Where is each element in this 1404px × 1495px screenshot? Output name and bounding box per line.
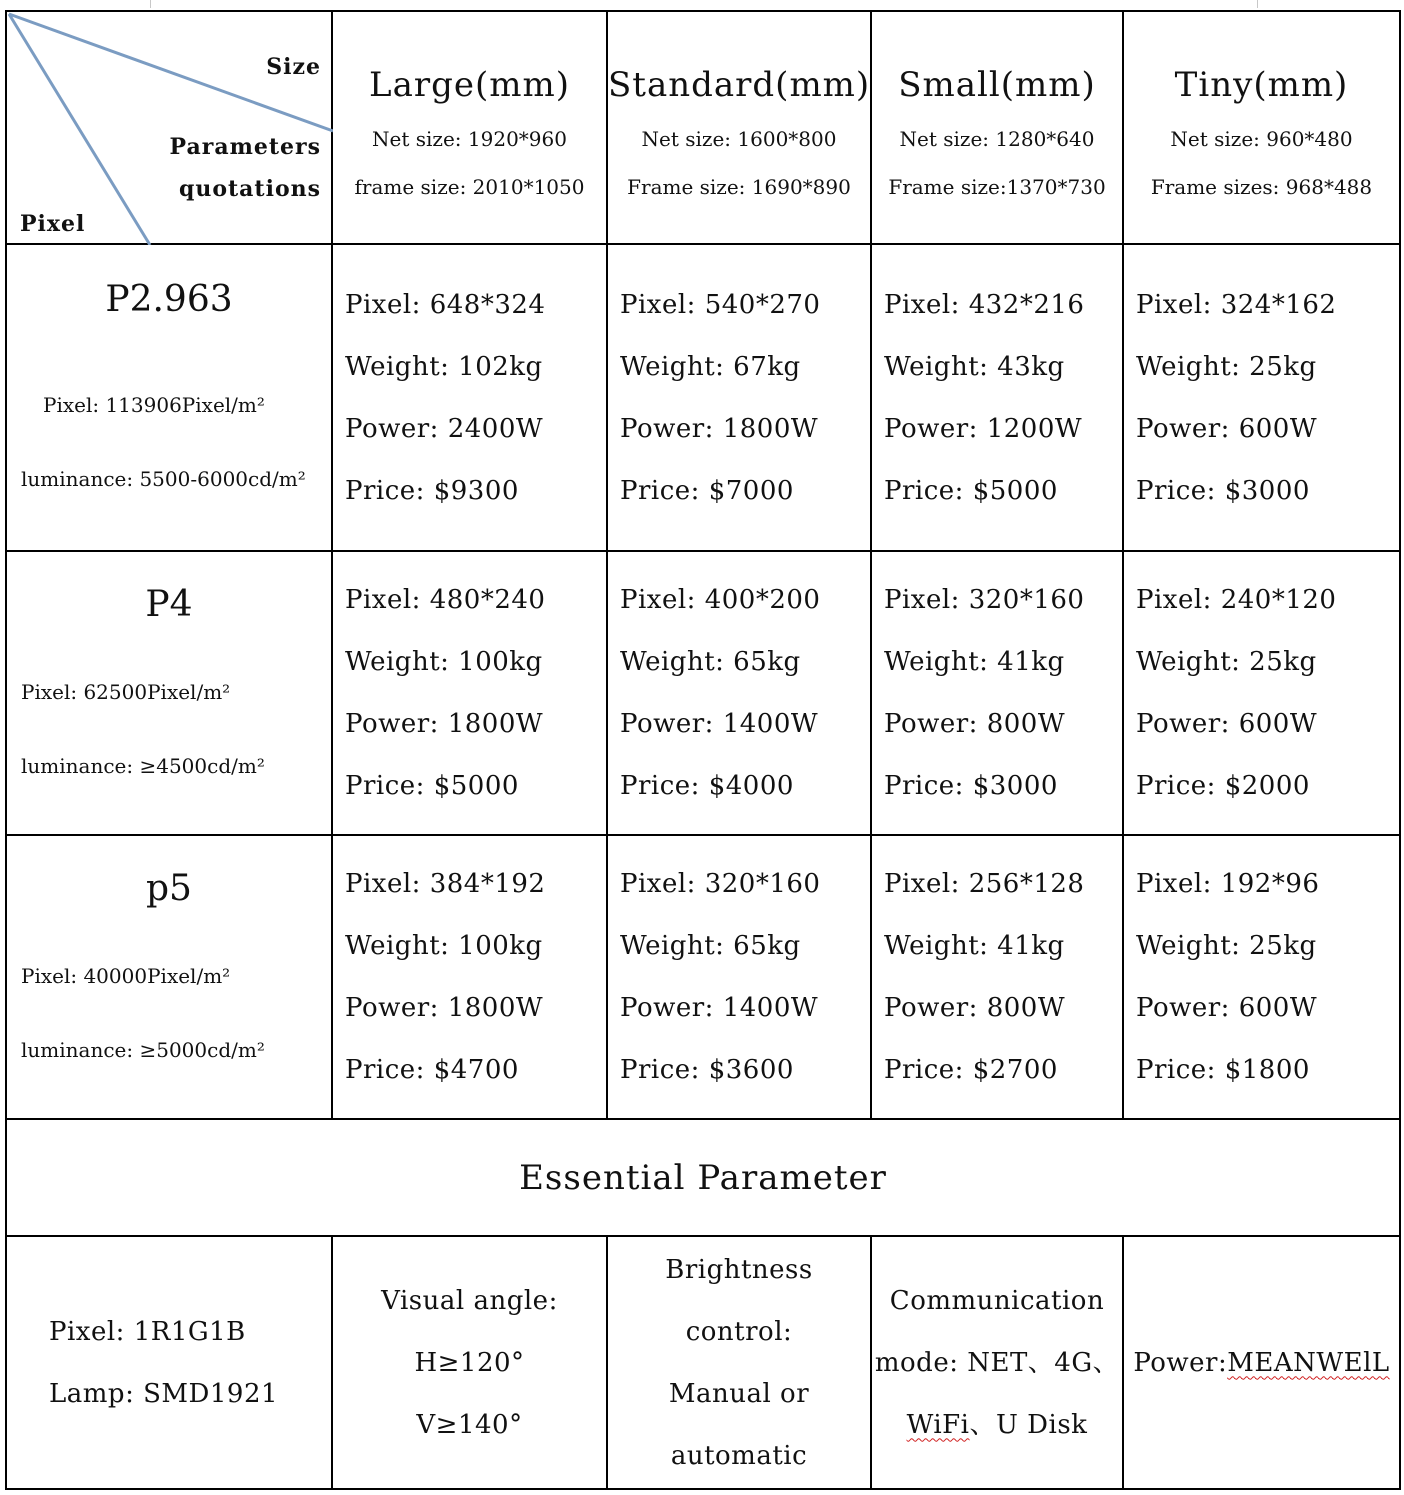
table-row bbox=[6, 244, 1400, 551]
spec-price: Price: $2700 bbox=[884, 1055, 1058, 1085]
spec-power: Power: 1800W bbox=[345, 709, 544, 739]
communication-line-3 bbox=[872, 1394, 1122, 1456]
pitch-name: P2.963 bbox=[105, 279, 233, 320]
spec-weight: Weight: 65kg bbox=[620, 931, 801, 961]
spec-power: Power: 600W bbox=[1136, 993, 1318, 1023]
essential-pixel-cell bbox=[6, 1236, 332, 1489]
spec-price: Price: $2000 bbox=[1136, 771, 1310, 801]
luminance: luminance: ≥4500cd/m² bbox=[21, 753, 265, 778]
brightness-line-1: Brightness bbox=[665, 1254, 813, 1285]
frame-size: Frame size: 1690*890 bbox=[627, 174, 851, 199]
spec-price: Price: $7000 bbox=[620, 475, 794, 506]
corner-parameters-label: Parameters bbox=[169, 134, 321, 160]
luminance: luminance: 5500-6000cd/m² bbox=[21, 467, 306, 491]
power-label: Power: bbox=[1133, 1347, 1228, 1378]
pitch-name: p5 bbox=[146, 867, 192, 909]
frame-size: Frame sizes: 968*488 bbox=[1150, 174, 1373, 199]
spec-weight: Weight: 100kg bbox=[345, 931, 543, 961]
frame-size: Frame size:1370*730 bbox=[888, 174, 1106, 199]
spec-pixel: Pixel: 384*192 bbox=[345, 869, 546, 899]
corner-quotations-label: quotations bbox=[178, 176, 321, 202]
communication-line-1: Communication bbox=[889, 1285, 1105, 1316]
corner-cell bbox=[6, 11, 332, 244]
spec-weight: Weight: 65kg bbox=[620, 647, 801, 677]
essential-pixel: Pixel: 1R1G1B bbox=[49, 1316, 246, 1347]
spec-weight: Weight: 25kg bbox=[1136, 647, 1317, 677]
spec-price: Price: $9300 bbox=[345, 475, 519, 506]
pixel-density: Pixel: 62500Pixel/m² bbox=[21, 679, 231, 704]
spec-price: Price: $5000 bbox=[884, 475, 1058, 506]
column-title: Tiny(mm) bbox=[1174, 64, 1349, 105]
spec-power: Power: 800W bbox=[884, 709, 1066, 739]
spec-pixel: Pixel: 480*240 bbox=[345, 585, 546, 615]
essential-brightness-cell bbox=[607, 1236, 871, 1489]
essential-title-row bbox=[6, 1119, 1400, 1236]
column-header-small bbox=[871, 11, 1123, 244]
column-header-tiny bbox=[1123, 11, 1400, 244]
net-size: Net size: 1280*640 bbox=[899, 126, 1095, 151]
spec-pixel: Pixel: 240*120 bbox=[1136, 585, 1337, 615]
net-size: Net size: 960*480 bbox=[1170, 126, 1353, 151]
spec-cell bbox=[871, 835, 1123, 1119]
spec-cell bbox=[332, 551, 607, 835]
spec-pixel: Pixel: 324*162 bbox=[1136, 289, 1337, 320]
spec-cell bbox=[1123, 244, 1400, 551]
spec-power: Power: 600W bbox=[1136, 709, 1318, 739]
spec-price: Price: $4000 bbox=[620, 771, 794, 801]
pixel-density: Pixel: 113906Pixel/m² bbox=[43, 393, 265, 417]
column-title: Large(mm) bbox=[369, 64, 570, 105]
spec-pixel: Pixel: 320*160 bbox=[884, 585, 1085, 615]
spec-cell bbox=[607, 835, 871, 1119]
spec-cell bbox=[1123, 551, 1400, 835]
pixel-density: Pixel: 40000Pixel/m² bbox=[21, 963, 231, 988]
visual-angle-v: V≥140° bbox=[416, 1409, 523, 1440]
essential-row bbox=[6, 1236, 1400, 1489]
communication-line-2: mode: NET、4G、 bbox=[874, 1347, 1120, 1378]
spec-power: Power: 2400W bbox=[345, 413, 544, 444]
essential-power-cell bbox=[1123, 1236, 1400, 1489]
table-row bbox=[6, 835, 1400, 1119]
pitch-name: P4 bbox=[145, 583, 193, 625]
spec-cell bbox=[332, 835, 607, 1119]
spec-cell bbox=[871, 244, 1123, 551]
spec-price: Price: $1800 bbox=[1136, 1055, 1310, 1085]
spec-weight: Weight: 67kg bbox=[620, 351, 801, 382]
spec-power: Power: 1200W bbox=[884, 413, 1083, 444]
price-table bbox=[5, 10, 1401, 1490]
column-header-standard bbox=[607, 11, 871, 244]
brightness-line-2: control: bbox=[685, 1316, 793, 1347]
spec-power: Power: 1400W bbox=[620, 709, 819, 739]
essential-communication-cell bbox=[871, 1236, 1123, 1489]
communication-udisk: 、U Disk bbox=[969, 1409, 1088, 1440]
spec-price: Price: $3000 bbox=[1136, 475, 1310, 506]
power-line bbox=[1124, 1332, 1399, 1394]
spec-cell bbox=[1123, 835, 1400, 1119]
spec-cell bbox=[607, 244, 871, 551]
table-row bbox=[6, 551, 1400, 835]
spec-price: Price: $3600 bbox=[620, 1055, 794, 1085]
communication-wifi: WiFi bbox=[906, 1409, 970, 1440]
spec-power: Power: 1800W bbox=[620, 413, 819, 444]
spec-weight: Weight: 43kg bbox=[884, 351, 1065, 382]
spec-pixel: Pixel: 540*270 bbox=[620, 289, 821, 320]
net-size: Net size: 1920*960 bbox=[372, 126, 567, 151]
spec-cell bbox=[332, 244, 607, 551]
spec-power: Power: 600W bbox=[1136, 413, 1318, 444]
spec-weight: Weight: 102kg bbox=[345, 351, 543, 382]
spec-weight: Weight: 100kg bbox=[345, 647, 543, 677]
pitch-cell-p4 bbox=[6, 551, 332, 835]
spec-power: Power: 1400W bbox=[620, 993, 819, 1023]
power-brand: MEANWElL bbox=[1227, 1347, 1390, 1378]
spec-price: Price: $3000 bbox=[884, 771, 1058, 801]
spec-pixel: Pixel: 400*200 bbox=[620, 585, 821, 615]
page-edge-guides bbox=[150, 0, 1258, 8]
column-title: Small(mm) bbox=[898, 64, 1096, 105]
spec-weight: Weight: 25kg bbox=[1136, 931, 1317, 961]
spec-weight: Weight: 25kg bbox=[1136, 351, 1317, 382]
visual-angle-label: Visual angle: bbox=[381, 1285, 558, 1316]
luminance: luminance: ≥5000cd/m² bbox=[21, 1037, 265, 1062]
net-size: Net size: 1600*800 bbox=[641, 126, 837, 151]
corner-pixel-label: Pixel bbox=[20, 211, 86, 237]
visual-angle-h: H≥120° bbox=[414, 1347, 525, 1378]
header-row bbox=[6, 11, 1400, 244]
spec-price: Price: $5000 bbox=[345, 771, 519, 801]
spec-pixel: Pixel: 648*324 bbox=[345, 289, 546, 320]
brightness-line-4: automatic bbox=[670, 1440, 808, 1471]
spec-power: Power: 800W bbox=[884, 993, 1066, 1023]
column-header-large bbox=[332, 11, 607, 244]
corner-size-label: Size bbox=[266, 54, 321, 80]
column-title: Standard(mm) bbox=[608, 64, 871, 105]
spec-weight: Weight: 41kg bbox=[884, 931, 1065, 961]
essential-parameter-title: Essential Parameter bbox=[6, 1119, 1400, 1236]
essential-lamp: Lamp: SMD1921 bbox=[49, 1378, 279, 1409]
spec-pixel: Pixel: 256*128 bbox=[884, 869, 1085, 899]
spec-pixel: Pixel: 320*160 bbox=[620, 869, 821, 899]
essential-visual-angle-cell bbox=[332, 1236, 607, 1489]
spec-pixel: Pixel: 432*216 bbox=[884, 289, 1085, 320]
brightness-line-3: Manual or bbox=[668, 1378, 810, 1409]
pitch-cell-p2963 bbox=[6, 244, 332, 551]
corner-parameters-block bbox=[170, 126, 321, 210]
spec-price: Price: $4700 bbox=[345, 1055, 519, 1085]
spec-cell bbox=[607, 551, 871, 835]
spec-weight: Weight: 41kg bbox=[884, 647, 1065, 677]
spec-pixel: Pixel: 192*96 bbox=[1136, 869, 1320, 899]
spec-power: Power: 1800W bbox=[345, 993, 544, 1023]
spec-cell bbox=[871, 551, 1123, 835]
frame-size: frame size: 2010*1050 bbox=[354, 174, 585, 199]
pitch-cell-p5 bbox=[6, 835, 332, 1119]
